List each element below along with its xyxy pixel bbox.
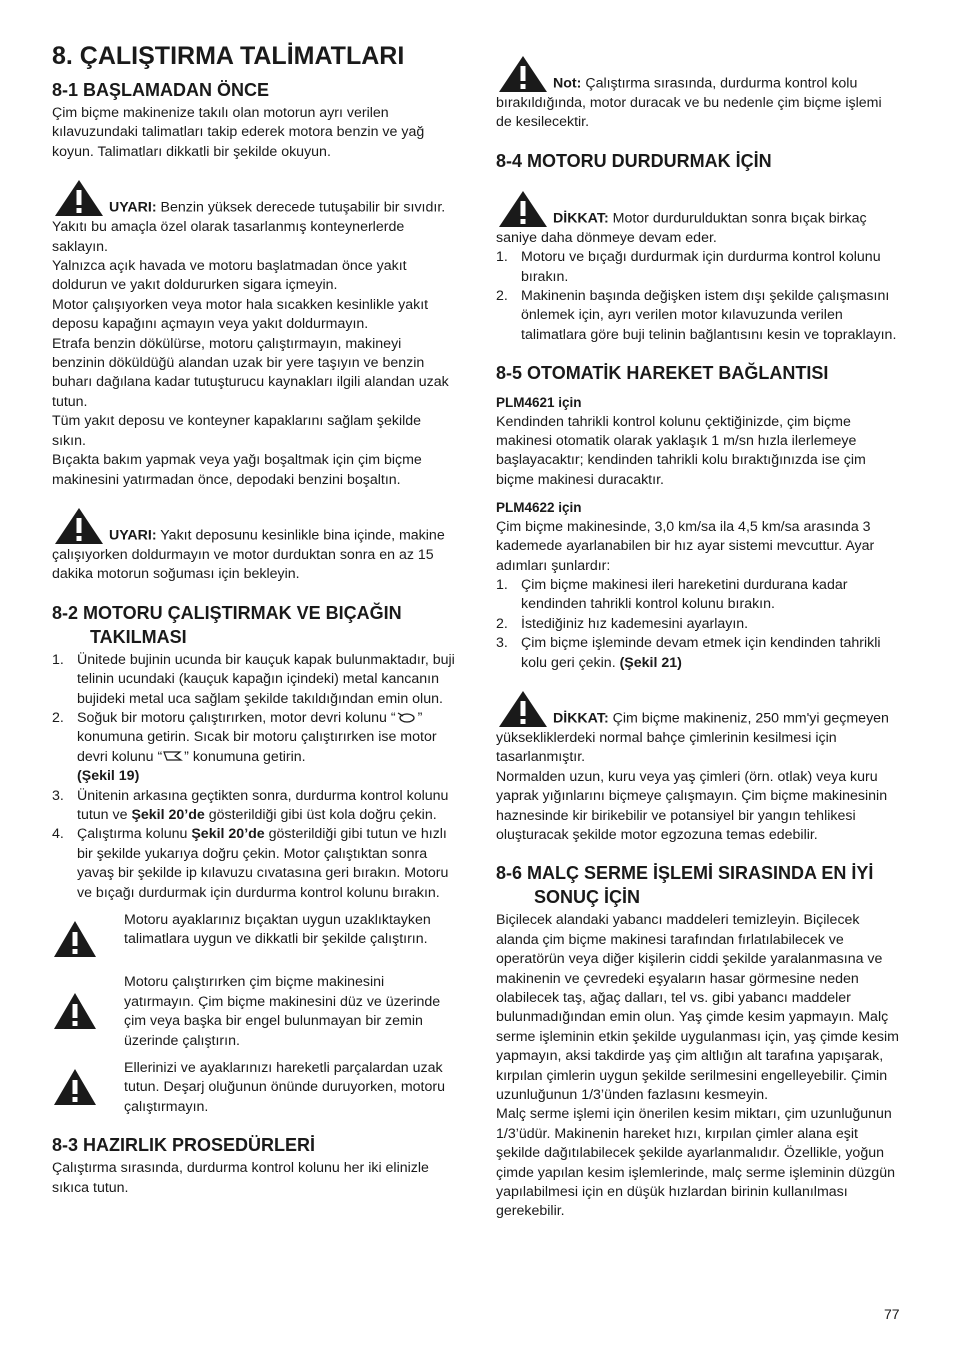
choke-symbol-icon bbox=[396, 710, 418, 724]
tilt-warning bbox=[52, 973, 456, 1051]
operation-note bbox=[496, 54, 900, 133]
model-plm4621-text: Kendinden tahrikli kontrol kolunu çektiğinizde, çim biçme makinesi otomatik olarak yaklaşık 1 m/sn hızla ilerlemeye başlayacaktır; kendinden tahrikli kolu bıraktığınızda ise çim biçme makinesi duracaktır. bbox=[496, 413, 866, 488]
warning-text: Motoru ayaklarınız bıçaktan uygun uzaklıktayken talimatlara uygun ve dikkatli bir şekilde çalıştırın. bbox=[124, 912, 431, 948]
section-8-3-text: Çalıştırma sırasında, durdurma kontrol kolunu her iki elinizle sıkıca tutun. bbox=[52, 1160, 429, 1196]
fuel-paragraph: Tüm yakıt deposu ve konteyner kapaklarını sağlam şekilde sıkın. bbox=[52, 413, 422, 449]
list-item: 1. Çim biçme makinesi ileri hareketini durdurana kadar kendinden tahrikli kontrol kolunu bırakın. bbox=[496, 576, 848, 613]
fuel-paragraph: Yakıtı bu amaçla özel olarak tasarlanmış konteynerlerde saklayın. bbox=[52, 219, 405, 255]
fuel-paragraph: Bıçakta bakım yapmak veya yağı boşaltmak için çim biçme makinesini yatırmadan önce, depodaki benzini boşaltın. bbox=[52, 452, 422, 488]
page-number: 77 bbox=[884, 1306, 900, 1322]
note-text: Çalıştırma sırasında, durdurma kontrol kolu bırakıldığında, motor duracak ve bu nedenle çim biçme işlemi de kesilecektir. bbox=[496, 75, 882, 131]
fuel-warning bbox=[52, 178, 456, 218]
right-column bbox=[496, 54, 900, 1222]
hands-warning bbox=[52, 1059, 456, 1117]
list-item: 3. Ünitenin arkasına geçtikten sonra, durdurma kontrol kolunu tutun ve Şekil 20’de gösterildiği gibi üst kola doğru çekin. bbox=[52, 787, 449, 823]
section-8-5-heading: 8-5 OTOMATİK HAREKET BAĞLANTISI bbox=[496, 363, 829, 384]
list-item: 2. Soğuk bir motoru çalıştırırken, motor devri kolunu “ ” konumuna getirin. Sıcak bir motoru çalıştırırken ise motor devri kolunu “ ” konumuna getirin. (Şekil 19) bbox=[52, 709, 437, 785]
fuel-paragraph: Motor çalışıyorken veya motor hala sıcakken kesinlikle yakıt deposu kapağını açmayın veya yakıt doldurmayın. bbox=[52, 296, 429, 333]
warning-text: Motoru çalıştırırken çim biçme makinesini yatırmayın. Çim biçme makinesini düz ve üzerinde çim veya başka bir engel bulunmayan bir zemin üzerinde çalıştırın. bbox=[124, 974, 441, 1049]
warning-text: Benzin yüksek derecede tutuşabilir bir sıvıdır. bbox=[156, 199, 446, 216]
section-8-2-heading: 8-2 MOTORU ÇALIŞTIRMAK VE BIÇAĞIN TAKILMASI bbox=[52, 602, 402, 647]
warning-triangle-icon bbox=[53, 178, 105, 218]
model-plm4622-label: PLM4622 için bbox=[496, 500, 582, 516]
model-plm4622-text: Çim biçme makinesinde, 3,0 km/sa ila 4,5 km/sa arasında 3 kademede ayarlanabilen bir hız ayar sistemi mevcuttur. Ayar adımları şunlardır: bbox=[496, 518, 875, 574]
mulching-paragraph: Malç serme işlemi için önerilen kesim miktarı, çim uzunluğunun 1/3’üdür. Makinenin hareket hızı, kırpılan çimler alana eşit şekilde dağıtılabilecek şekilde ayarlanmalıdır. Özellikle, yoğun çimde yapılan kesim işlemlerinde, malç serme işleminin düzgün yapılabilmesi için en düşük hızlardan birinin kullanılması gerekebilir. bbox=[496, 1106, 895, 1220]
blade-caution bbox=[496, 189, 900, 248]
section-8-1-heading: 8-1 BAŞLAMADAN ÖNCE bbox=[52, 80, 270, 100]
list-item: 1. Motoru ve bıçağı durdurmak için durdurma kontrol kolunu bırakın. bbox=[496, 249, 881, 285]
throttle-symbol-icon bbox=[162, 749, 184, 763]
list-item: 2. Makinenin başında değişken istem dışı şekilde çalışmasını önlemek için, ayrı verilen motor kılavuzunda verilen talimatlara göre buji telinin bağlantısını kesin ve topraklayın. bbox=[496, 288, 897, 343]
warning-triangle-icon bbox=[497, 189, 549, 229]
feet-warning bbox=[52, 911, 456, 965]
warning-label: UYARI: bbox=[109, 199, 157, 216]
section-8-6-heading: 8-6 MALÇ SERME İŞLEMİ SIRASINDA EN İYİ SONUÇ İÇİN bbox=[496, 863, 874, 908]
warning-triangle-icon bbox=[52, 991, 98, 1037]
caution-label: DİKKAT: bbox=[553, 710, 609, 727]
warning-triangle-icon bbox=[497, 689, 549, 729]
section-8-4-heading: 8-4 MOTORU DURDURMAK İÇİN bbox=[496, 150, 772, 171]
mulching-paragraph: Biçilecek alandaki yabancı maddeleri temizleyin. Biçilecek alanda çim biçme makinesi tarafından fırlatılabilecek ve operatörün veya diğer kişilerin ciddi şekilde yaralanmasına ve makinenin ve çevredeki eşyaların hasar görmesine neden olabilecek taş, ağaç dalları, tel vs. gibi yabancı maddeler bulunmadığından emin olun. Yaş çimde kesim yapmayın. Malç serme işleminin etkin şekilde uygulanması için, yaş çimde kesim yapmayın, aksi takdirde yaş çim altlığın alt tarafına yapışarak, kırpılan çimlerin uygun şekilde serilmesini engelleyebilir. Çimin uzunluğunun 1/3’ünden fazlasını kesmeyin. bbox=[496, 912, 899, 1104]
section-8-1-intro: Çim biçme makinenize takılı olan motorun ayrı verilen kılavuzundaki talimatları takip ederek motora benzin ve yağ koyun. Talimatları dikkatli bir şekilde okuyun. bbox=[52, 105, 425, 160]
warning-triangle-icon bbox=[52, 1067, 98, 1113]
left-column bbox=[52, 40, 456, 1198]
indoor-fuel-warning bbox=[52, 506, 456, 585]
section-8-3-heading: 8-3 HAZIRLIK PROSEDÜRLERİ bbox=[52, 1135, 316, 1156]
stop-steps-list bbox=[496, 248, 900, 345]
list-item: 2. İstediğiniz hız kademesini ayarlayın. bbox=[496, 615, 749, 632]
fire-hazard-text: Normalden uzun, kuru veya yaş çimleri (örn. otlak) veya kuru yaprak yığınlarını biçmeye çalışmayın. Çim biçme makinesinin haznesinde kir birikebilir ve potansiyel bir yangın tehlikesi oluşturacak şekilde motor egzozuna temas edebilir. bbox=[496, 768, 888, 843]
warning-triangle-icon bbox=[52, 919, 98, 965]
speed-steps-list bbox=[496, 576, 900, 673]
fuel-paragraph: Etrafa benzin dökülürse, motoru çalıştırmayın, makineyi benzinin döküldüğü alandan uzak bir yere taşıyın ve benzin buharı dağılana kadar tutuşturucu kaynakları ilgili alandan uzak tutun. bbox=[52, 335, 449, 410]
warning-triangle-icon bbox=[497, 54, 549, 94]
list-item: 3. Çim biçme işleminde devam etmek için kendinden tahrikli kolu geri çekin. (Şekil 21) bbox=[496, 635, 881, 671]
warning-triangle-icon bbox=[53, 506, 105, 546]
start-steps-list bbox=[52, 651, 456, 903]
list-item: 4. Çalıştırma kolunu Şekil 20’de gösterildiği gibi tutun ve hızlı bir şekilde yukarıya doğru çekin. Motor çalıştıktan sonra yavaş bir şekilde ip kılavuzu cıvatasına geri bırakın. Motoru ve bıçağı durdurmak için durdurma kontrol kolunu bırakın. bbox=[52, 826, 449, 901]
warning-label: UYARI: bbox=[109, 527, 157, 544]
caution-text: Motor durdurulduktan sonra bıçak birkaç saniye daha dönmeye devam eder. bbox=[496, 210, 867, 246]
grass-height-caution bbox=[496, 689, 900, 768]
warning-text: Yakıt deposunu kesinlikle bina içinde, makine çalışıyorken doldurmayın ve motor durduktan sonra en az 15 dakika motorun soğuması için bekleyin. bbox=[52, 527, 445, 583]
fuel-paragraph: Yalnızca açık havada ve motoru başlatmadan önce yakıt doldurun ve yakıt doldururken sigara içmeyin. bbox=[52, 258, 407, 294]
caution-label: DİKKAT: bbox=[553, 210, 609, 227]
list-item: 1. Ünitede bujinin ucunda bir kauçuk kapak bulunmaktadır, buji telinin ucundaki (kauçuk kapağın içindeki) metal kancanın bujideki metal uca sağlam şekilde takıldığından emin olun. bbox=[52, 651, 455, 707]
model-plm4621-label: PLM4621 için bbox=[496, 395, 582, 411]
note-label: Not: bbox=[553, 75, 582, 92]
warning-text: Ellerinizi ve ayaklarınızı hareketli parçalardan uzak tutun. Deşarj oluğunun önünde duruyorken, motoru çalıştırmayın. bbox=[124, 1060, 446, 1115]
page-title: 8. ÇALIŞTIRMA TALİMATLARI bbox=[52, 42, 405, 70]
caution-text: Çim biçme makineniz, 250 mm'yi geçmeyen yüksekliklerdeki normal bahçe çimlerinin kesilmesi için tasarlanmıştır. bbox=[496, 710, 889, 766]
